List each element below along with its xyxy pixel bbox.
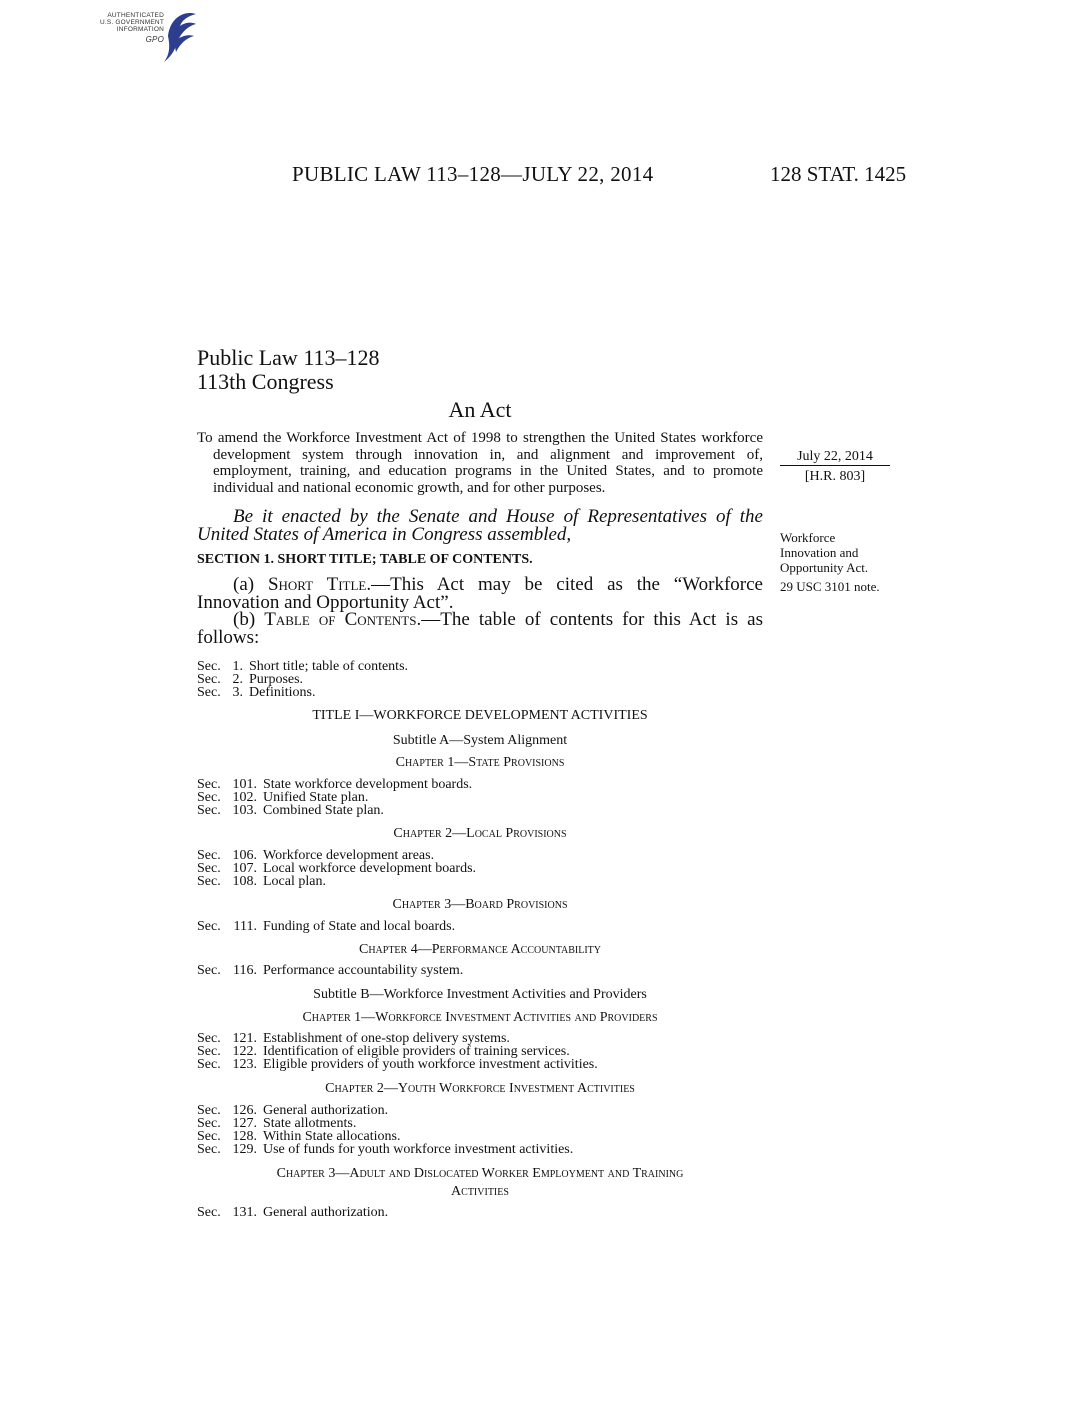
toc-sec-label: Sec. bbox=[197, 919, 221, 934]
toc-sec-title: Use of funds for youth workforce investment activities. bbox=[263, 1142, 574, 1157]
subsection-a-short-title bbox=[197, 576, 763, 612]
toc-sec-title: State allotments. bbox=[263, 1116, 357, 1131]
subsection-b-table-of-contents bbox=[197, 611, 763, 647]
congress-number: 113th Congress bbox=[197, 369, 334, 394]
toc-sec-number: 103. bbox=[232, 803, 257, 818]
toc-chapter-heading: Chapter 2—Youth Workforce Investment Activities bbox=[325, 1081, 635, 1096]
toc-sec-number: 121. bbox=[232, 1031, 257, 1046]
toc-sec-title: Local plan. bbox=[263, 874, 326, 889]
seal-text bbox=[80, 12, 164, 43]
toc-sec-title: Short title; table of contents. bbox=[249, 659, 409, 674]
toc-entry bbox=[197, 686, 316, 699]
subsection-b-caption: Table of Contents bbox=[264, 609, 417, 630]
law-number: Public Law 113–128 bbox=[197, 345, 380, 370]
toc-chapter-heading: Chapter 3—Adult and Dislocated Worker Employment and Training bbox=[276, 1166, 684, 1181]
toc-sec-number: 108. bbox=[232, 874, 257, 889]
toc-subtitle-a: Subtitle A—System Alignment bbox=[392, 733, 568, 748]
toc-sec-number: 3. bbox=[232, 685, 243, 700]
subsection-b-label: (b) bbox=[233, 609, 265, 630]
toc-sec-title: General authorization. bbox=[263, 1205, 389, 1220]
seal-gpo: GPO bbox=[145, 35, 164, 44]
toc-sec-title: General authorization. bbox=[263, 1103, 389, 1118]
toc-sec-title: Purposes. bbox=[249, 672, 304, 687]
toc-sec-title: Combined State plan. bbox=[263, 803, 384, 818]
toc-sec-label: Sec. bbox=[197, 1142, 221, 1157]
toc-sec-number: 102. bbox=[232, 790, 257, 805]
toc-sec-label: Sec. bbox=[197, 777, 221, 792]
toc-sec-label: Sec. bbox=[197, 659, 221, 674]
margin-date: July 22, 2014 bbox=[797, 449, 873, 464]
toc-sec-title: Performance accountability system. bbox=[263, 963, 464, 978]
toc-chapter-heading: Chapter 1—State Provisions bbox=[395, 755, 565, 770]
toc-entry bbox=[197, 1058, 598, 1071]
subsection-a-caption: Short Title bbox=[267, 574, 367, 595]
eagle-icon bbox=[160, 6, 200, 66]
toc-sec-number: 116. bbox=[233, 963, 257, 978]
toc-entry bbox=[197, 875, 326, 888]
toc-sec-label: Sec. bbox=[197, 803, 221, 818]
toc-sec-title: Local workforce development boards. bbox=[263, 861, 477, 876]
toc-sec-label: Sec. bbox=[197, 1205, 221, 1220]
toc-entry bbox=[197, 1206, 388, 1219]
toc-sec-number: 122. bbox=[232, 1044, 257, 1059]
toc-chapter-heading: Chapter 3—Board Provisions bbox=[392, 897, 568, 912]
toc-sec-label: Sec. bbox=[197, 1057, 221, 1072]
gpo-authentication-seal bbox=[80, 6, 202, 68]
margin-usc-note: 29 USC 3101 note. bbox=[780, 579, 880, 594]
toc-sec-number: 128. bbox=[232, 1129, 257, 1144]
margin-short-title-note: Workforce Innovation and Opportunity Act. bbox=[780, 530, 869, 575]
toc-entry bbox=[197, 804, 384, 817]
toc-sec-label: Sec. bbox=[197, 1044, 221, 1059]
toc-sec-title: Unified State plan. bbox=[263, 790, 369, 805]
law-title-block bbox=[197, 346, 380, 394]
purpose-clause: To amend the Workforce Investment Act of 1998 to strengthen the United States workforce development system through innovation in, and alignment and improvement of, employment, training, and education programs in the United States, and to promote individual and national economic growth, and for other purposes. bbox=[197, 430, 763, 496]
toc-sec-title: Definitions. bbox=[249, 685, 316, 700]
toc-sec-label: Sec. bbox=[197, 861, 221, 876]
margin-bill-number: [H.R. 803] bbox=[804, 469, 866, 484]
toc-subtitle-b: Subtitle B—Workforce Investment Activities and Providers bbox=[313, 987, 647, 1002]
seal-line-1: AUTHENTICATED bbox=[107, 12, 164, 19]
toc-sec-title: Workforce development areas. bbox=[263, 848, 435, 863]
toc-sec-label: Sec. bbox=[197, 685, 221, 700]
seal-line-2: U.S. GOVERNMENT bbox=[99, 19, 164, 26]
toc-sec-number: 111. bbox=[233, 919, 257, 934]
section-1-heading: SECTION 1. SHORT TITLE; TABLE OF CONTENTS. bbox=[197, 552, 533, 567]
subsection-a-text: .—This Act may be cited as the “Workforce Innovation and Opportunity Act”. bbox=[197, 574, 763, 613]
toc-sec-title: Establishment of one-stop delivery systems. bbox=[263, 1031, 510, 1046]
toc-sec-label: Sec. bbox=[197, 1129, 221, 1144]
toc-sec-title: Eligible providers of youth workforce investment activities. bbox=[263, 1057, 598, 1072]
toc-entry bbox=[197, 964, 463, 977]
toc-sec-label: Sec. bbox=[197, 1031, 221, 1046]
toc-chapter-heading: Chapter 4—Performance Accountability bbox=[358, 942, 601, 957]
toc-sec-number: 2. bbox=[232, 672, 243, 687]
toc-sec-number: 126. bbox=[232, 1103, 257, 1118]
toc-sec-label: Sec. bbox=[197, 790, 221, 805]
toc-sec-number: 101. bbox=[232, 777, 257, 792]
toc-sec-number: 1. bbox=[232, 659, 243, 674]
toc-sec-title: Funding of State and local boards. bbox=[263, 919, 456, 934]
subsection-b-text: .—The table of contents for this Act is as follows: bbox=[197, 609, 764, 648]
toc-entry bbox=[197, 1143, 573, 1156]
seal-line-3: INFORMATION bbox=[116, 26, 164, 33]
toc-sec-number: 123. bbox=[232, 1057, 257, 1072]
toc-sec-label: Sec. bbox=[197, 848, 221, 863]
toc-sec-number: 127. bbox=[232, 1116, 257, 1131]
toc-sec-label: Sec. bbox=[197, 963, 221, 978]
margin-rule bbox=[780, 465, 890, 466]
toc-sec-number: 131. bbox=[232, 1205, 257, 1220]
toc-sec-title: Within State allocations. bbox=[263, 1129, 401, 1144]
running-head: PUBLIC LAW 113–128—JULY 22, 2014 bbox=[292, 162, 654, 186]
act-heading: An Act bbox=[448, 397, 512, 422]
toc-sec-number: 106. bbox=[232, 848, 257, 863]
subsection-a-label: (a) bbox=[233, 574, 268, 595]
toc-sec-title: State workforce development boards. bbox=[263, 777, 473, 792]
statute-page-number: 128 STAT. 1425 bbox=[770, 162, 907, 186]
margin-date-block bbox=[780, 449, 890, 484]
toc-sec-label: Sec. bbox=[197, 1103, 221, 1118]
toc-chapter-heading: Chapter 1—Workforce Investment Activities and Providers bbox=[302, 1010, 658, 1025]
enacting-clause: Be it enacted by the Senate and House of Representatives of the United States of America in Congress assembled, bbox=[197, 506, 763, 545]
toc-title-1: TITLE I—WORKFORCE DEVELOPMENT ACTIVITIES bbox=[312, 708, 648, 723]
toc-chapter-heading-continued: Activities bbox=[451, 1184, 509, 1199]
toc-entry bbox=[197, 920, 455, 933]
toc-sec-label: Sec. bbox=[197, 874, 221, 889]
toc-sec-label: Sec. bbox=[197, 672, 221, 687]
toc-sec-label: Sec. bbox=[197, 1116, 221, 1131]
toc-sec-title: Identification of eligible providers of training services. bbox=[263, 1044, 570, 1059]
toc-sec-number: 107. bbox=[232, 861, 257, 876]
toc-sec-number: 129. bbox=[232, 1142, 257, 1157]
toc-chapter-heading: Chapter 2—Local Provisions bbox=[393, 826, 567, 841]
